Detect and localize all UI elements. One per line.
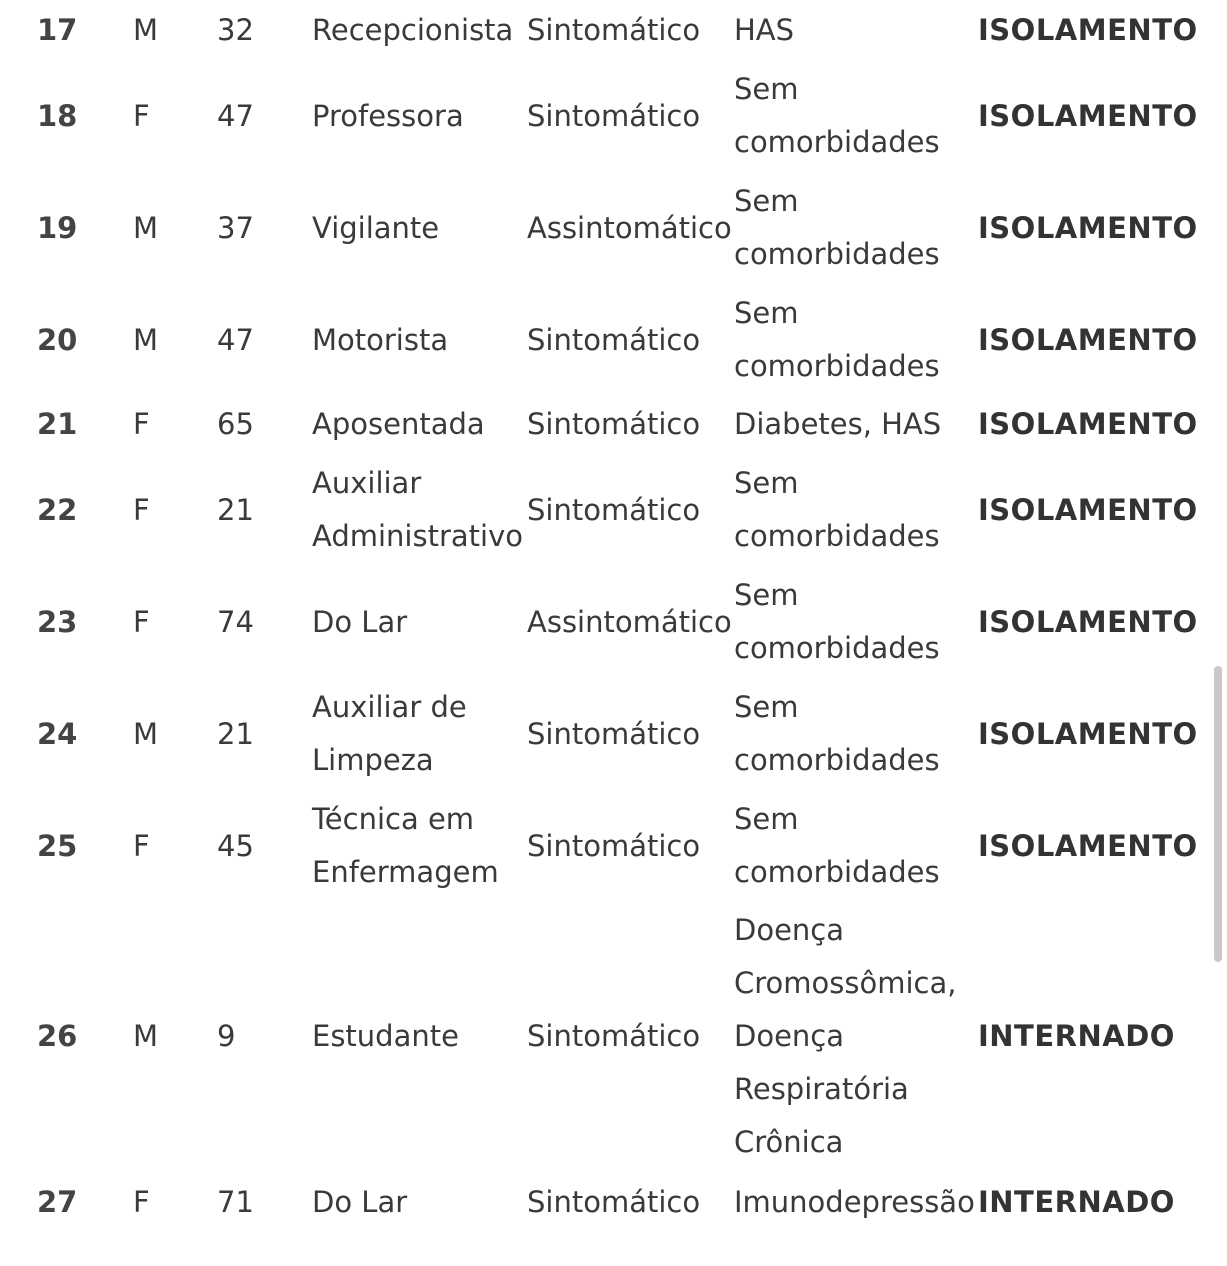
patient-id-line: 21 (37, 406, 78, 441)
patient-sex-line: F (133, 604, 150, 639)
patient-comorbidities (734, 681, 940, 787)
patient-outcome (978, 820, 1198, 873)
patient-occupation-line: Recepcionista (312, 12, 514, 47)
patient-occupation (312, 202, 439, 255)
patient-symptoms (527, 202, 732, 255)
vertical-scrollbar[interactable] (1214, 666, 1222, 962)
patient-outcome-line: ISOLAMENTO (978, 406, 1198, 441)
patient-comorbidities-line: comorbidades (734, 855, 940, 889)
patient-id-line: 20 (37, 322, 78, 357)
patient-symptoms-line: Sintomático (527, 12, 701, 47)
patient-age-line: 47 (217, 322, 254, 357)
patient-comorbidities-line: Respiratória (734, 1071, 909, 1106)
patient-id-line: 26 (37, 1018, 78, 1053)
patient-outcome-line: ISOLAMENTO (978, 12, 1198, 47)
patient-comorbidities-line: Sem (734, 690, 799, 724)
patient-id (37, 314, 77, 367)
patient-occupation (312, 90, 464, 143)
patient-age-line: 9 (217, 1018, 236, 1053)
patient-id-line: 18 (37, 98, 78, 133)
patient-age-line: 71 (217, 1184, 254, 1219)
patient-symptoms-line: Assintomático (527, 604, 732, 639)
patient-id-line: 19 (37, 210, 78, 245)
patient-symptoms-line: Sintomático (527, 828, 701, 863)
patient-symptoms (527, 708, 700, 761)
patient-age-line: 47 (217, 98, 254, 133)
patient-occupation-line: Vigilante (312, 210, 440, 245)
patient-symptoms-line: Sintomático (527, 322, 701, 357)
patient-outcome (978, 4, 1198, 57)
patient-occupation-line: Motorista (312, 322, 449, 357)
patient-age-line: 21 (217, 716, 254, 751)
patient-symptoms (527, 314, 700, 367)
patient-outcome-line: ISOLAMENTO (978, 98, 1198, 133)
patient-sex (133, 708, 158, 761)
patient-comorbidities (734, 398, 941, 451)
patient-outcome (978, 484, 1198, 537)
patient-age (217, 398, 254, 451)
patient-id (37, 1176, 77, 1229)
patient-id (37, 202, 77, 255)
patient-occupation-line: Administrativo (312, 519, 523, 553)
patient-age (217, 90, 254, 143)
patient-sex-line: M (133, 210, 159, 245)
patient-sex-line: F (133, 492, 150, 527)
patient-comorbidities (734, 63, 940, 169)
patient-symptoms-line: Sintomático (527, 1184, 701, 1219)
patient-age (217, 202, 254, 255)
patient-id-line: 27 (37, 1184, 78, 1219)
patient-sex-line: M (133, 322, 159, 357)
patient-age-line: 74 (217, 604, 254, 639)
patient-outcome (978, 1176, 1175, 1229)
patient-occupation (312, 1176, 407, 1229)
patient-comorbidities (734, 1176, 975, 1229)
patient-comorbidities-line: Cromossômica, (734, 965, 957, 1000)
patient-comorbidities-line: comorbidades (734, 349, 940, 383)
patient-id (37, 484, 77, 537)
patient-id-line: 25 (37, 828, 78, 863)
patient-symptoms (527, 4, 700, 57)
patient-sex (133, 484, 150, 537)
patient-symptoms (527, 1176, 700, 1229)
patient-comorbidities-line: Doença (734, 1018, 845, 1053)
patient-outcome (978, 708, 1198, 761)
patient-comorbidities-line: HAS (734, 12, 795, 47)
patient-comorbidities-line: Diabetes, HAS (734, 406, 942, 441)
patient-outcome (978, 1010, 1175, 1063)
patient-comorbidities-line: Sem (734, 578, 799, 612)
patient-id-line: 17 (37, 12, 78, 47)
patient-comorbidities-line: Sem (734, 296, 799, 330)
patient-sex-line: F (133, 1184, 150, 1219)
patient-age (217, 820, 254, 873)
patient-symptoms-line: Sintomático (527, 492, 701, 527)
patient-sex-line: F (133, 406, 150, 441)
patient-id-line: 23 (37, 604, 78, 639)
patient-outcome (978, 596, 1198, 649)
patient-comorbidities-line: Crônica (734, 1124, 844, 1159)
patient-sex (133, 314, 158, 367)
patient-id (37, 596, 77, 649)
patient-id-line: 24 (37, 716, 78, 751)
patient-comorbidities (734, 569, 940, 675)
patient-id (37, 1010, 77, 1063)
patient-age (217, 4, 254, 57)
patient-occupation (312, 314, 448, 367)
patient-age (217, 596, 254, 649)
patient-occupation (312, 457, 523, 563)
patient-comorbidities-line: comorbidades (734, 519, 940, 553)
patient-outcome-line: ISOLAMENTO (978, 604, 1198, 639)
patient-occupation-line: Do Lar (312, 1184, 408, 1219)
patient-outcome (978, 398, 1198, 451)
patient-comorbidities (734, 4, 794, 57)
patient-occupation-line: Estudante (312, 1018, 459, 1053)
patient-sex (133, 4, 158, 57)
patient-symptoms-line: Assintomático (527, 210, 732, 245)
patient-occupation-line: Enfermagem (312, 855, 499, 889)
patient-sex-line: M (133, 12, 159, 47)
patient-outcome (978, 314, 1198, 367)
patient-age-line: 65 (217, 406, 254, 441)
patient-comorbidities (734, 904, 956, 1169)
patient-symptoms-line: Sintomático (527, 1018, 701, 1053)
patient-occupation (312, 681, 467, 787)
patient-comorbidities-line: Sem (734, 802, 799, 836)
patient-outcome-line: INTERNADO (978, 1184, 1175, 1219)
patient-age (217, 1010, 235, 1063)
patient-comorbidities-line: comorbidades (734, 631, 940, 665)
patient-occupation-line: Auxiliar (312, 466, 422, 500)
patient-sex (133, 596, 150, 649)
patient-sex-line: F (133, 98, 150, 133)
patient-comorbidities-line: comorbidades (734, 743, 940, 777)
patient-sex (133, 1176, 150, 1229)
patient-outcome-line: ISOLAMENTO (978, 492, 1198, 527)
patient-comorbidities-line: comorbidades (734, 237, 940, 271)
patient-age-line: 32 (217, 12, 254, 47)
patient-age-line: 21 (217, 492, 254, 527)
patient-symptoms (527, 484, 700, 537)
patient-age (217, 1176, 254, 1229)
patient-symptoms-line: Sintomático (527, 98, 701, 133)
patient-occupation-line: Do Lar (312, 604, 408, 639)
patient-sex (133, 202, 158, 255)
patient-sex (133, 820, 150, 873)
patient-sex-line: M (133, 1018, 159, 1053)
patient-outcome-line: ISOLAMENTO (978, 828, 1198, 863)
patient-occupation (312, 596, 407, 649)
patient-comorbidities (734, 793, 940, 899)
patient-comorbidities-line: Imunodepressão (734, 1184, 975, 1219)
patient-sex-line: F (133, 828, 150, 863)
patient-occupation (312, 1010, 459, 1063)
patient-outcome-line: ISOLAMENTO (978, 716, 1198, 751)
patient-comorbidities-line: Doença (734, 912, 845, 947)
patient-id (37, 398, 77, 451)
patient-id (37, 820, 77, 873)
patient-occupation-line: Aposentada (312, 406, 485, 441)
patient-outcome (978, 202, 1198, 255)
patient-symptoms (527, 820, 700, 873)
patient-outcome-line: INTERNADO (978, 1018, 1175, 1053)
patient-outcome-line: ISOLAMENTO (978, 322, 1198, 357)
patient-id-line: 22 (37, 492, 78, 527)
patient-occupation (312, 793, 499, 899)
patient-symptoms (527, 398, 700, 451)
patient-comorbidities (734, 287, 940, 393)
patient-age (217, 314, 254, 367)
patient-comorbidities-line: Sem (734, 466, 799, 500)
patient-comorbidities-line: Sem (734, 184, 799, 218)
patient-symptoms-line: Sintomático (527, 406, 701, 441)
patient-occupation (312, 398, 485, 451)
patient-age (217, 484, 254, 537)
patient-occupation-line: Auxiliar de (312, 690, 467, 724)
patient-age (217, 708, 254, 761)
patient-comorbidities-line: Sem (734, 72, 799, 106)
patient-comorbidities-line: comorbidades (734, 125, 940, 159)
patient-symptoms (527, 90, 700, 143)
patient-symptoms-line: Sintomático (527, 716, 701, 751)
patient-id (37, 90, 77, 143)
patient-sex (133, 398, 150, 451)
patient-sex (133, 1010, 158, 1063)
patient-sex-line: M (133, 716, 159, 751)
patient-occupation (312, 4, 513, 57)
patient-age-line: 37 (217, 210, 254, 245)
patient-symptoms (527, 1010, 700, 1063)
patient-comorbidities (734, 175, 940, 281)
patient-age-line: 45 (217, 828, 254, 863)
patient-occupation-line: Professora (312, 98, 464, 133)
patient-outcome-line: ISOLAMENTO (978, 210, 1198, 245)
patient-occupation-line: Técnica em (312, 802, 475, 836)
patient-symptoms (527, 596, 732, 649)
patient-comorbidities (734, 457, 940, 563)
patient-id (37, 4, 77, 57)
patient-outcome (978, 90, 1198, 143)
patient-id (37, 708, 77, 761)
patient-sex (133, 90, 150, 143)
patient-occupation-line: Limpeza (312, 743, 434, 777)
